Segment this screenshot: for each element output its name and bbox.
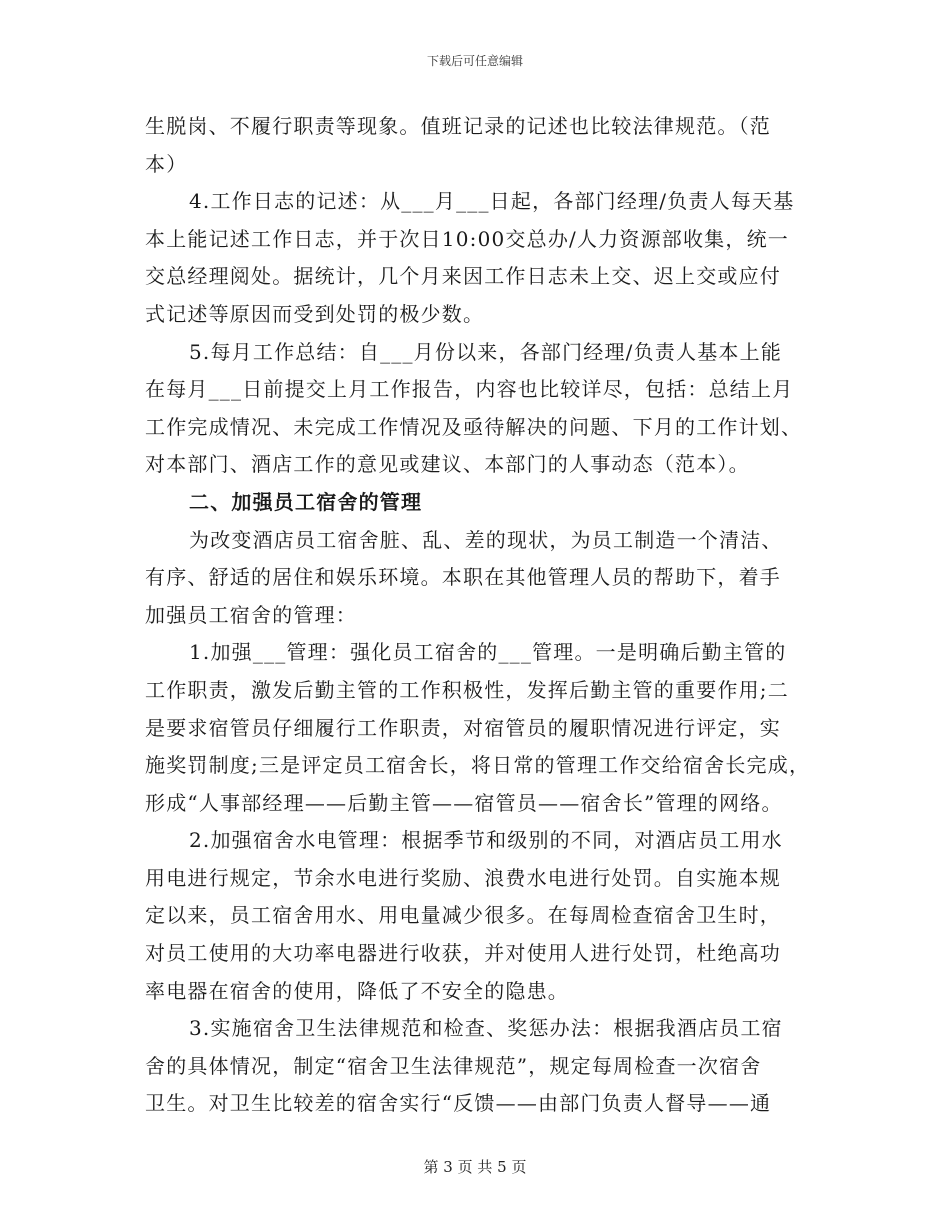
body-text-line: 5.每月工作总结：自___月份以来，各部门经理/负责人基本上能: [189, 339, 783, 364]
body-text-line: 工作职责，激发后勤主管的工作积极性，发挥后勤主管的重要作用;二: [145, 677, 789, 702]
body-text-line: 对员工使用的大功率电器进行收获，并对使用人进行处罚，杜绝高功: [145, 941, 781, 966]
body-text-line: 3.实施宿舍卫生法律规范和检查、奖惩办法：根据我酒店员工宿: [189, 1016, 783, 1041]
body-text-line: 生脱岗、不履行职责等现象。值班记录的记述也比较法律规范。（范: [145, 114, 771, 138]
page-footer: 第 3 页 共 5 页: [423, 1158, 527, 1176]
body-text-line: 为改变酒店员工宿舍脏、乱、差的现状，为员工制造一个清洁、: [189, 527, 783, 552]
body-text-line: 定以来，员工宿舍用水、用电量减少很多。在每周检查宿舍卫生时，: [145, 903, 781, 928]
body-text-line: 工作完成情况、未完成工作情况及亟待解决的问题、下月的工作计划、: [145, 414, 803, 439]
body-text-line: 本上能记述工作日志，并于次日10:00交总办/人力资源部收集，统一: [145, 226, 789, 251]
document-body: [145, 108, 815, 1123]
body-text-line: 卫生。对卫生比较差的宿舍实行“反馈——由部门负责人督导——通: [145, 1091, 772, 1116]
page-header: 下载后可任意编辑: [426, 54, 523, 68]
body-text-line: 是要求宿管员仔细履行工作职责，对宿管员的履职情况进行评定，实: [145, 715, 781, 740]
body-text-line: 加强员工宿舍的管理：: [145, 602, 357, 627]
body-text-line: 舍的具体情况，制定“宿舍卫生法律规范”，规定每周检查一次宿舍: [145, 1053, 762, 1078]
body-text-line: 有序、舒适的居住和娱乐环境。本职在其他管理人员的帮助下，着手: [145, 565, 781, 590]
body-text-line: 对本部门、酒店工作的意见或建议、本部门的人事动态（范本）。: [145, 452, 750, 477]
body-text-line: 在每月___日前提交上月工作报告，内容也比较详尽，包括：总结上月: [145, 377, 794, 402]
body-text-line: 施奖罚制度;三是评定员工宿舍长，将日常的管理工作交给宿舍长完成，: [145, 753, 811, 778]
body-text-line: 形成“人事部经理——后勤主管——宿管员——宿舍长”管理的网络。: [145, 790, 783, 815]
body-text-line: 用电进行规定，节余水电进行奖励、浪费水电进行处罚。自实施本规: [145, 865, 781, 890]
body-text-line: 4.工作日志的记述：从___月___日起，各部门经理/负责人每天基: [189, 189, 795, 214]
body-text-line: 率电器在宿舍的使用，降低了不安全的隐患。: [145, 978, 569, 1003]
section-heading: 二、加强员工宿舍的管理: [189, 489, 423, 514]
body-text-line: 交总经理阅处。据统计，几个月来因工作日志未上交、迟上交或应付: [145, 264, 781, 289]
body-text-line: 1.加强___管理：强化员工宿舍的___管理。一是明确后勤主管的: [189, 640, 787, 665]
body-text-line: 式记述等原因而受到处罚的极少数。: [145, 301, 485, 326]
body-text-line: 本）: [145, 151, 188, 176]
body-text-line: 2.加强宿舍水电管理：根据季节和级别的不同，对酒店员工用水: [189, 828, 783, 853]
